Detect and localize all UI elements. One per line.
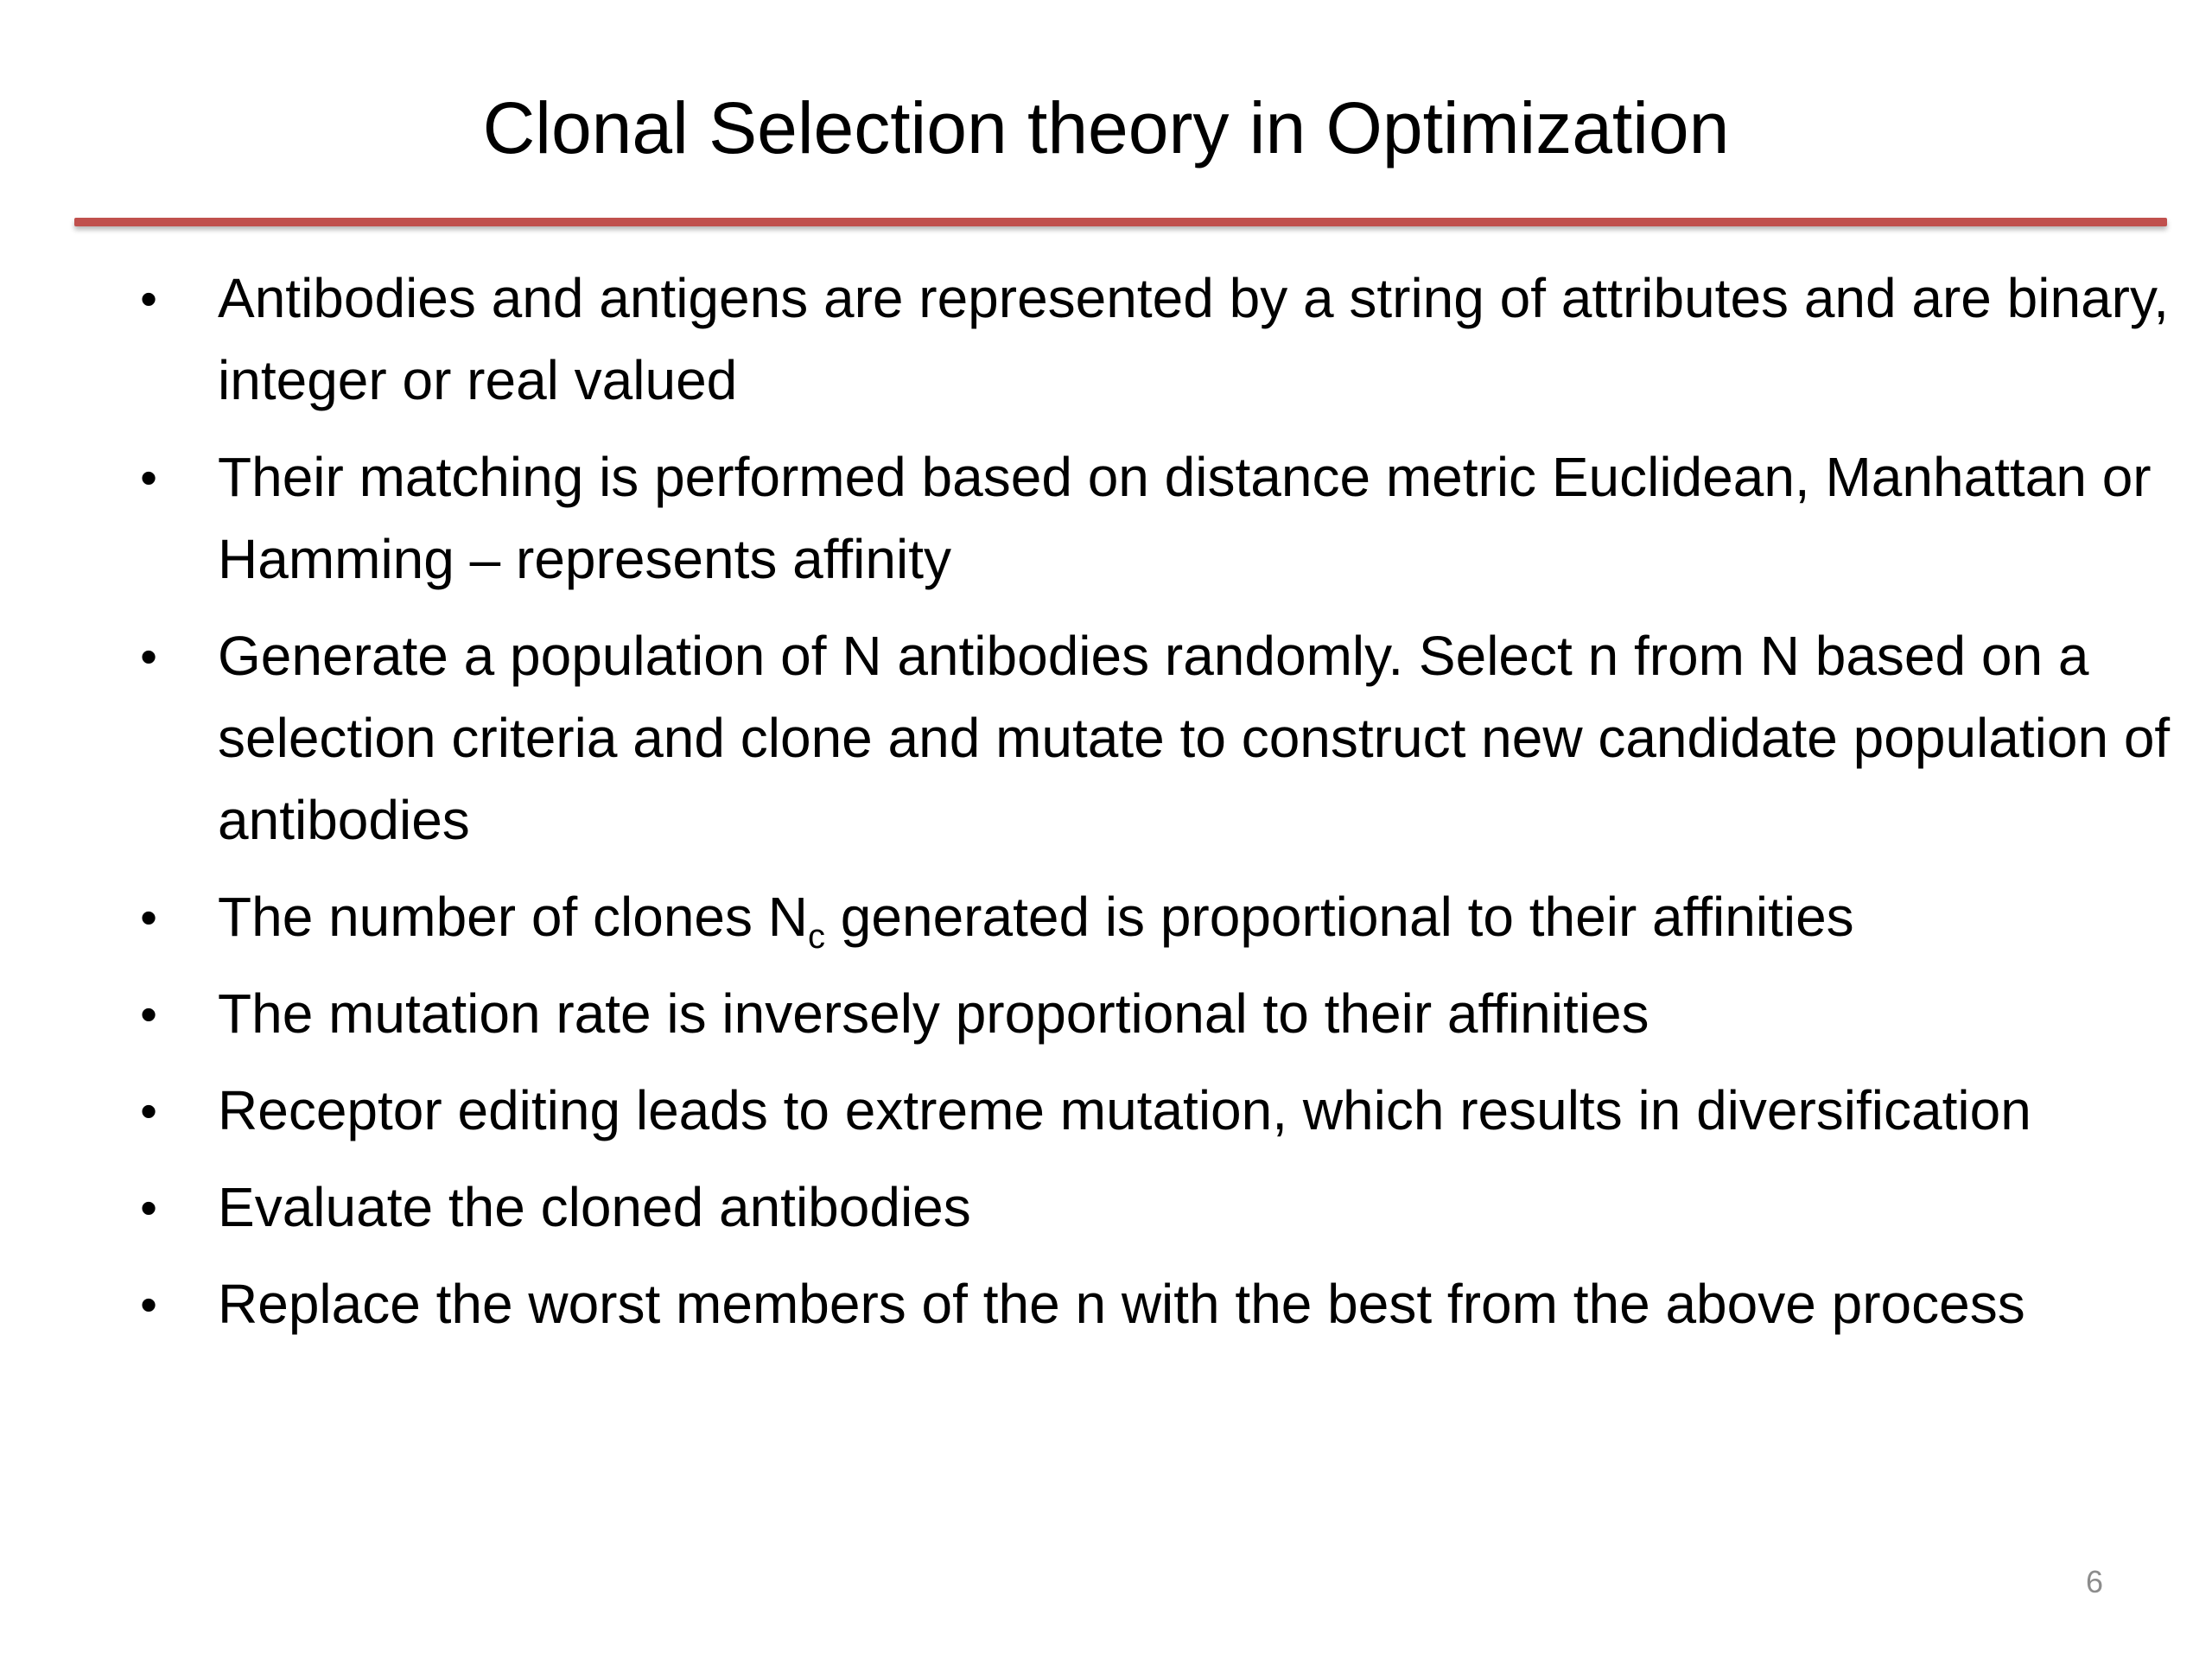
- bullet-text-after-subscript: generated is proportional to their affinities: [825, 886, 1854, 948]
- bullet-dot-icon: •: [140, 1277, 157, 1332]
- bullet-dot-icon: •: [140, 1180, 157, 1235]
- bullet-text: Their matching is performed based on distance metric Euclidean, Manhattan or Hamming – represents affinity: [218, 446, 2152, 590]
- bullet-text: Antibodies and antigens are represented by a string of attributes and are binary, integer or real valued: [218, 267, 2169, 411]
- bullet-item: [0, 436, 2212, 601]
- bullet-text: Receptor editing leads to extreme mutation, which results in diversification: [218, 1079, 2031, 1141]
- title-divider: [74, 218, 2167, 226]
- bullet-text-before-subscript: The number of clones N: [218, 886, 808, 948]
- subscript-c: c: [808, 918, 825, 956]
- slide-title: Clonal Selection theory in Optimization: [482, 87, 1730, 168]
- bullet-item: [0, 876, 2212, 958]
- bullet-dot-icon: •: [140, 987, 157, 1041]
- bullet-item: [0, 973, 2212, 1055]
- bullet-text: The mutation rate is inversely proportional to their affinities: [218, 982, 1649, 1045]
- bullet-dot-icon: •: [140, 450, 157, 505]
- bullet-item: [0, 1166, 2212, 1249]
- bullet-text: Evaluate the cloned antibodies: [218, 1176, 971, 1238]
- bullet-item: [0, 257, 2212, 422]
- bullet-item: [0, 1070, 2212, 1152]
- bullet-dot-icon: •: [140, 271, 157, 326]
- bullet-item: [0, 615, 2212, 861]
- bullet-dot-icon: •: [140, 629, 157, 683]
- bullet-dot-icon: •: [140, 1084, 157, 1138]
- bullet-dot-icon: •: [140, 890, 157, 944]
- bullet-text: Replace the worst members of the n with the best from the above process: [218, 1273, 2025, 1335]
- bullet-text: Generate a population of N antibodies randomly. Select n from N based on a selection criteria and clone and mutate to construct new candidate population of antibodies: [218, 625, 2171, 851]
- bullet-item: [0, 1263, 2212, 1345]
- bullet-text: [218, 876, 2177, 958]
- bullet-list: [0, 257, 2212, 1360]
- page-number: 6: [2085, 1564, 2103, 1599]
